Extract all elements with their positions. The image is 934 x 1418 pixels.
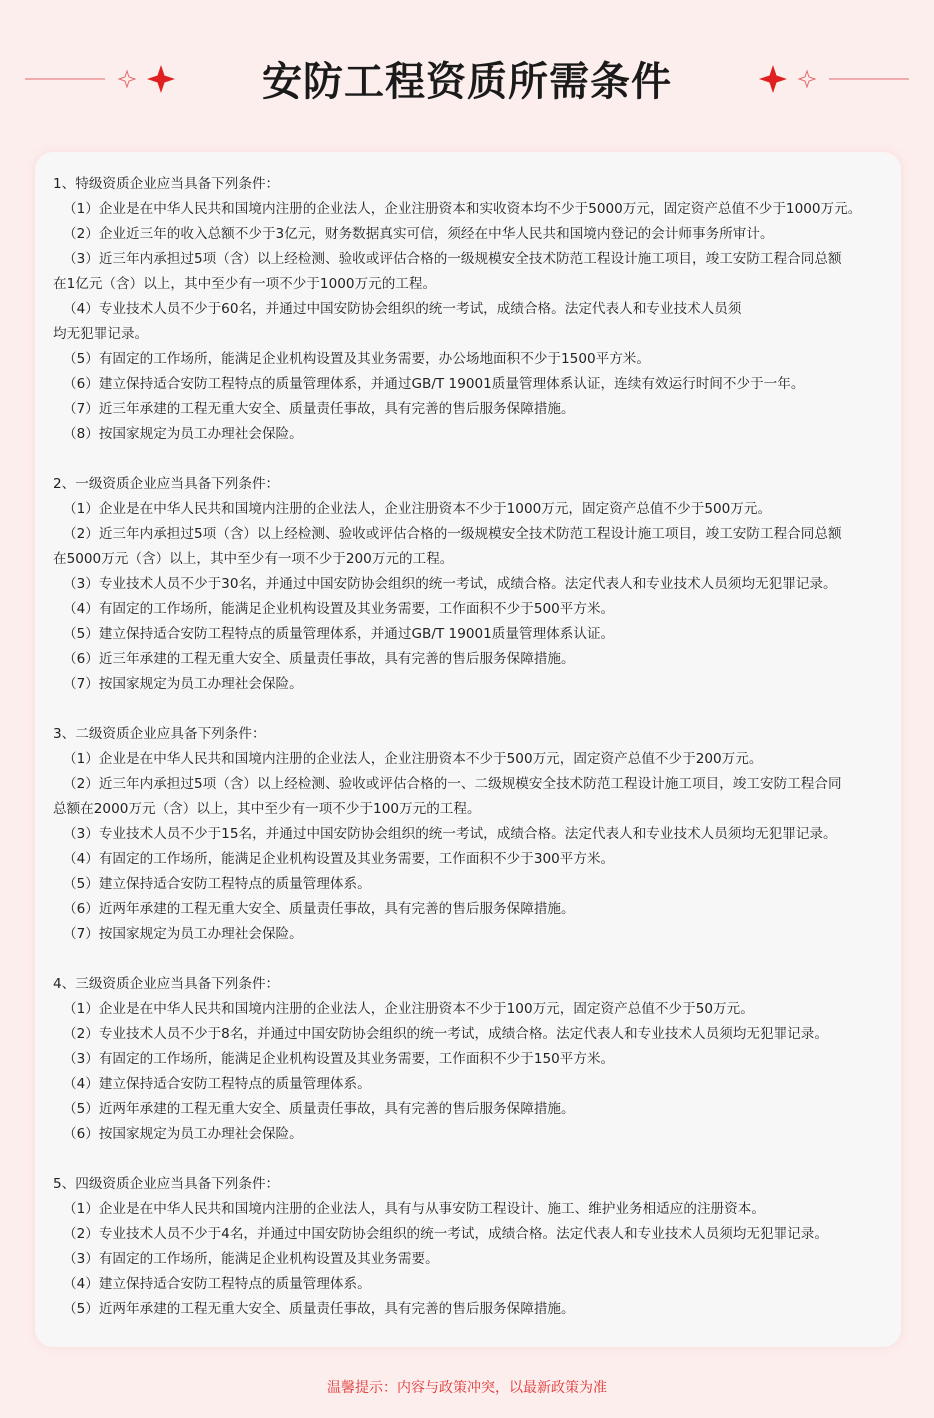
condition-item: （4）建立保持适合安防工程特点的质量管理体系。	[63, 1276, 371, 1292]
sparkle-star-icon	[759, 65, 787, 93]
page-title: 安防工程资质所需条件	[262, 59, 672, 105]
condition-item: （6）按国家规定为员工办理社会保险。	[63, 1126, 303, 1142]
condition-item: （6）近三年承建的工程无重大安全、质量责任事故，具有完善的售后服务保障措施。	[63, 651, 575, 667]
qualification-section	[53, 722, 895, 947]
condition-item: （5）有固定的工作场所，能满足企业机构设置及其业务需要，办公场地面积不少于1500平方米。	[63, 351, 650, 367]
condition-item: （5）建立保持适合安防工程特点的质量管理体系，并通过GB/T 19001质量管理体系认证。	[63, 626, 615, 642]
sparkle-outline-icon	[799, 71, 815, 87]
condition-item-continuation: 在5000万元（含）以上，其中至少有一项不少于200万元的工程。	[53, 551, 454, 567]
condition-item: （4）有固定的工作场所，能满足企业机构设置及其业务需要，工作面积不少于300平方米。	[63, 851, 615, 867]
condition-item-continuation: 均无犯罪记录。	[53, 326, 149, 342]
section-title: 1、特级资质企业应当具备下列条件：	[53, 176, 280, 192]
qualification-section	[53, 172, 895, 447]
condition-item: （8）按国家规定为员工办理社会保险。	[63, 426, 303, 442]
page-header	[0, 0, 934, 150]
condition-item: （7）按国家规定为员工办理社会保险。	[63, 676, 303, 692]
condition-item-continuation: 在1亿元（含）以上，其中至少有一项不少于1000万元的工程。	[53, 276, 437, 292]
condition-item: （7）近三年承建的工程无重大安全、质量责任事故，具有完善的售后服务保障措施。	[63, 401, 575, 417]
condition-item: （4）有固定的工作场所，能满足企业机构设置及其业务需要，工作面积不少于500平方米。	[63, 601, 615, 617]
condition-item: （4）建立保持适合安防工程特点的质量管理体系。	[63, 1076, 371, 1092]
condition-item: （5）近两年承建的工程无重大安全、质量责任事故，具有完善的售后服务保障措施。	[63, 1301, 575, 1317]
condition-item: （1）企业是在中华人民共和国境内注册的企业法人，具有与从事安防工程设计、施工、维护业务相适应的注册资本。	[63, 1201, 765, 1217]
condition-item: （3）有固定的工作场所，能满足企业机构设置及其业务需要。	[63, 1251, 439, 1267]
sparkle-decoration-right	[739, 62, 909, 96]
section-title: 3、二级资质企业应具备下列条件：	[53, 726, 266, 742]
conditions-content	[53, 172, 895, 1347]
condition-item: （1）企业是在中华人民共和国境内注册的企业法人，企业注册资本不少于100万元，固定资产总值不少于50万元。	[63, 1001, 754, 1017]
conditions-card	[35, 152, 901, 1347]
condition-item: （2）专业技术人员不少于8名，并通过中国安防协会组织的统一考试，成绩合格。法定代表人和专业技术人员须均无犯罪记录。	[63, 1026, 828, 1042]
condition-item: （5）近两年承建的工程无重大安全、质量责任事故，具有完善的售后服务保障措施。	[63, 1101, 575, 1117]
condition-item: （3）专业技术人员不少于30名，并通过中国安防协会组织的统一考试，成绩合格。法定代表人和专业技术人员须均无犯罪记录。	[63, 576, 837, 592]
condition-item: （6）近两年承建的工程无重大安全、质量责任事故，具有完善的售后服务保障措施。	[63, 901, 575, 917]
condition-item-continuation: 总额在2000万元（含）以上，其中至少有一项不少于100万元的工程。	[53, 801, 481, 817]
condition-item: （3）专业技术人员不少于15名，并通过中国安防协会组织的统一考试，成绩合格。法定代表人和专业技术人员须均无犯罪记录。	[63, 826, 837, 842]
section-title: 4、三级资质企业应当具备下列条件：	[53, 976, 280, 992]
condition-item: （4）专业技术人员不少于60名，并通过中国安防协会组织的统一考试，成绩合格。法定代表人和专业技术人员须	[63, 301, 742, 317]
condition-item: （5）建立保持适合安防工程特点的质量管理体系。	[63, 876, 371, 892]
condition-item: （3）有固定的工作场所，能满足企业机构设置及其业务需要，工作面积不少于150平方米。	[63, 1051, 615, 1067]
qualification-section	[53, 1172, 895, 1322]
condition-item: （2）近三年内承担过5项（含）以上经检测、验收或评估合格的一级规模安全技术防范工程设计施工项目，竣工安防工程合同总额	[63, 526, 842, 542]
section-title: 2、一级资质企业应当具备下列条件：	[53, 476, 280, 492]
condition-item: （1）企业是在中华人民共和国境内注册的企业法人，企业注册资本不少于500万元，固定资产总值不少于200万元。	[63, 751, 763, 767]
condition-item: （2）企业近三年的收入总额不少于3亿元，财务数据真实可信，须经在中华人民共和国境内登记的会计师事务所审计。	[63, 226, 774, 242]
section-title: 5、四级资质企业应当具备下列条件：	[53, 1176, 280, 1192]
condition-item: （2）近三年内承担过5项（含）以上经检测、验收或评估合格的一、二级规模安全技术防范工程设计施工项目，竣工安防工程合同	[63, 776, 842, 792]
condition-item: （1）企业是在中华人民共和国境内注册的企业法人，企业注册资本和实收资本均不少于5000万元，固定资产总值不少于1000万元。	[63, 201, 862, 217]
condition-item: （2）专业技术人员不少于4名，并通过中国安防协会组织的统一考试，成绩合格。法定代表人和专业技术人员须均无犯罪记录。	[63, 1226, 828, 1242]
condition-item: （7）按国家规定为员工办理社会保险。	[63, 926, 303, 942]
footer-notice: 温馨提示：内容与政策冲突，以最新政策为准	[327, 1380, 607, 1396]
condition-item: （6）建立保持适合安防工程特点的质量管理体系，并通过GB/T 19001质量管理体系认证，连续有效运行时间不少于一年。	[63, 376, 805, 392]
qualification-section	[53, 972, 895, 1147]
condition-item: （1）企业是在中华人民共和国境内注册的企业法人，企业注册资本不少于1000万元，固定资产总值不少于500万元。	[63, 501, 772, 517]
condition-item: （3）近三年内承担过5项（含）以上经检测、验收或评估合格的一级规模安全技术防范工程设计施工项目，竣工安防工程合同总额	[63, 251, 842, 267]
qualification-section	[53, 472, 895, 697]
